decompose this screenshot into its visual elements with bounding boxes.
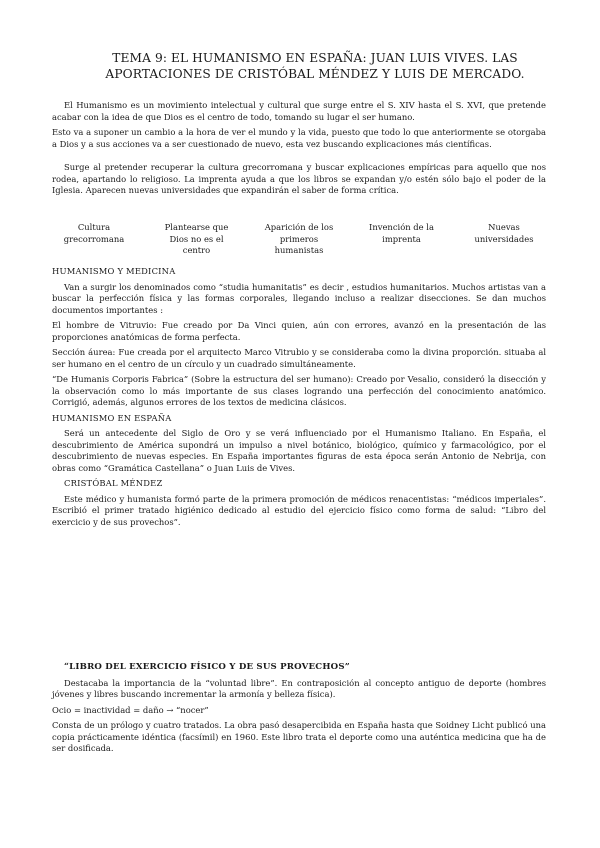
concept-item: Invención de la imprenta (369, 222, 434, 244)
concept-item: Plantearse que Dios no es el centro (164, 222, 229, 255)
medicina-paragraph-2: El hombre de Vitruvio: Fue creado por Da Vinci quien, aún con errores, avanzó en la presentación de las proporciones anatómicas de forma perfecta. (52, 320, 546, 342)
section-heading: HUMANISMO Y MEDICINA (52, 266, 176, 276)
intro-paragraph-3: Surge al pretender recuperar la cultura grecorromana y buscar explicaciones empíricas para aquello que nos rodea, apartando lo religioso. La imprenta ayuda a que los libros se expandan y/o estén sólo bajo el poder de la Iglesia. Aparecen nuevas universidades que expandirán el saber de forma crítica. (52, 162, 546, 195)
mendez-paragraph-1: Este médico y humanista formó parte de la primera promoción de médicos renacentistas: “médicos imperiales”. Escribió el primer tratado higiénico dedicado al estudio del ejercicio físico como forma de salud: “Libro del exercicio y de sus provechos”. (52, 493, 546, 527)
medicina-paragraph-1: Van a surgir los denominados como “studia humanitatis” es decir , estudios humanitarios. Muchos artistas van a buscar la perfección física y las formas corporales, llegando incluso a realizar disecciones. Se dan muchos documentos importantes : (52, 281, 546, 315)
section-heading: HUMANISMO EN ESPAÑA (52, 412, 172, 423)
intro-paragraph-1: El Humanismo es un movimiento intelectual y cultural que surge entre el S. XIV hasta el S. XVI, que pretende acabar con la idea de que Dios es el centro de todo, tomando su lugar el ser humano. (52, 100, 546, 122)
section-heading: CRISTÓBAL MÉNDEZ (64, 478, 163, 488)
intro-section (52, 100, 546, 201)
medicina-section (52, 266, 546, 532)
intro-paragraph-2: Esto va a suponer un cambio a la hora de ver el mundo y la vida, puesto que todo lo que anteriormente se otorgaba a Dios y a sus acciones va a ser cuestionado de nuevo, esta vez buscando explicaciones más científicas. (52, 127, 546, 149)
concept-item: Aparición de los primeros humanistas (264, 222, 334, 255)
libro-paragraph-2: Ocio = inactividad = daño → “nocer” (52, 704, 209, 715)
page-title: TEMA 9: EL HUMANISMO EN ESPAÑA: JUAN LUIS VIVES. LAS APORTACIONES DE CRISTÓBAL MÉNDEZ Y LUIS DE MERCADO. (105, 51, 525, 81)
espana-paragraph-1: Será un antecedente del Siglo de Oro y se verá influenciado por el Humanismo Italiano. En España, el descubrimiento de América supondrá un impulso a nivel botánico, biológico, químico y farmacológico, por el descubrimiento de nuevas especies. En España importantes figuras de esta época serán Antonio de Nebrija, con obras como “Gramática Castellana” o Juan Luis de Vives. (52, 428, 546, 473)
concept-item: Cultura grecorromana (63, 222, 125, 244)
libro-paragraph-1: Destacaba la importancia de la “voluntad libre”. En contraposición al concepto antiguo de deporte (hombres jóvenes y libres buscando incrementar la armonía y belleza física). (52, 677, 546, 699)
libro-section (52, 662, 546, 759)
medicina-paragraph-4: “De Humanis Corporis Fabrica” (Sobre la estructura del ser humano): Creado por Vesalio, consideró la disección y la observación como lo más importante de sus clases logrando una perfección del conocimiento anatómico. Corrigió, además, algunos errores de los textos de medicina clásicos. (52, 374, 546, 407)
concept-item: Nuevas universidades (474, 222, 534, 244)
concepts-row (52, 222, 546, 257)
section-heading: “LIBRO DEL EXERCICIO FÍSICO Y DE SUS PROVECHOS” (64, 662, 350, 672)
medicina-paragraph-3: Sección áurea: Fue creada por el arquitecto Marco Vitrubio y se consideraba como la divina proporción. situaba al ser humano en el centro de un círculo y un cuadrado simultáneamente. (52, 347, 546, 369)
libro-paragraph-3: Consta de un prólogo y cuatro tratados. La obra pasó desapercibida en España hasta que Soidney Licht publicó una copia prácticamente idéntica (facsímil) en 1960. Este libro trata el deporte como una auténtica medicina que ha de ser dosificada. (52, 720, 546, 753)
